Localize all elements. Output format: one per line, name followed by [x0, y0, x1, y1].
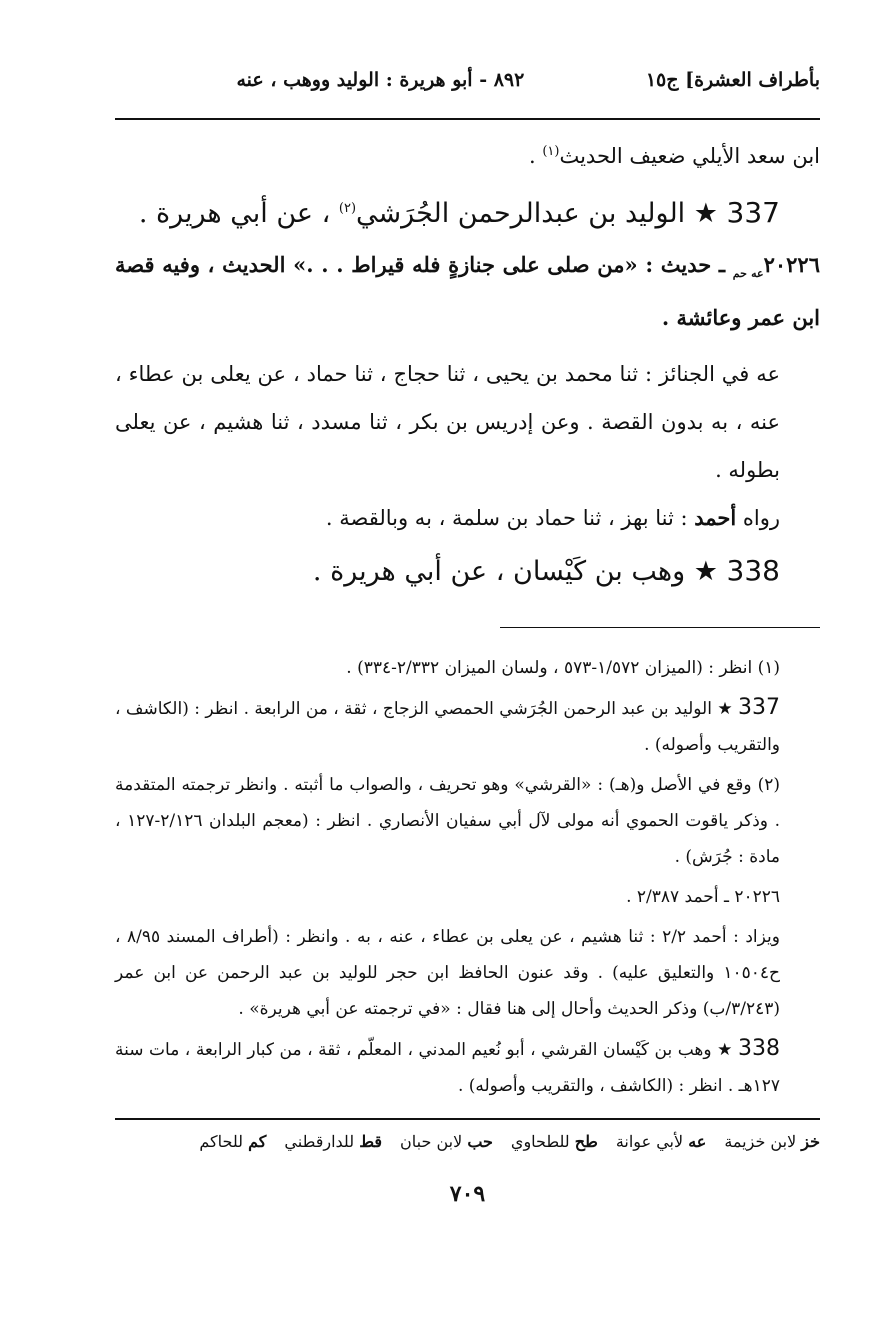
footnote-2: (٢) وقع في الأصل و(هـ) : «القرشي» وهو تحريف ، والصواب ما أثبته . وانظر ترجمته المتقدمة . وذكر ياقوت الحموي أنه مولى لآل أبي سفيان الأنصاري . انظر : (معجم البلدان ٢/١٢٦-١٢٧ ، مادة : جُرَش) .: [115, 775, 780, 868]
abbreviation-legend: [115, 1132, 820, 1151]
hadith-siglum: عه حم: [732, 267, 764, 281]
footnote-337: 337 ★ الوليد بن عبد الرحمن الجُرَشي الحمصي الزجاج ، ثقة ، من الرابعة . انظر : (الكاشف ، والتقريب وأصوله) .: [115, 695, 780, 756]
legend-rule: [115, 1118, 820, 1120]
footnotes: [115, 650, 820, 1104]
legend-item: طح للطحاوي: [510, 1132, 598, 1152]
legend-item: حب لابن حبان: [400, 1132, 493, 1152]
footnote-338: 338 ★ وهب بن كَيْسان القرشي ، أبو نُعيم المدني ، المعلّم ، ثقة ، من كبار الرابعة ، مات سنة ١٢٧هـ . انظر : (الكاشف ، والتقريب وأصوله) .: [115, 1036, 780, 1097]
footnote-ref-1[interactable]: (١): [542, 144, 560, 159]
running-header: [115, 60, 820, 100]
legend-item: خز لابن خزيمة: [724, 1132, 820, 1152]
ahmad-paragraph: رواه أحمد : ثنا بهز ، ثنا حماد بن سلمة ، به وبالقصة .: [325, 505, 780, 531]
legend-item: كم للحاكم: [199, 1132, 267, 1152]
chain-paragraph: عه في الجنائز : ثنا محمد بن يحيى ، ثنا حجاج ، ثنا حماد ، عن يعلى بن عطاء ، عنه ، به بدون القصة . وعن إدريس بن بكر ، ثنا مسدد ، ثنا هشيم ، عن يعلى بطوله .: [115, 362, 780, 483]
footnote-1: (١) انظر : (الميزان ١/٥٧٢-٥٧٣ ، ولسان الميزان ٢/٣٣٢-٣٣٤) .: [346, 658, 780, 679]
book-page: [115, 60, 820, 1260]
header-volume: بأطراف العشرة] ج١٥: [645, 69, 820, 91]
footnote-hadith: ٢٠٢٢٦ ـ أحمد ٢/٣٨٧ .: [626, 887, 780, 908]
footnote-rule: [500, 627, 820, 628]
footnote-additions: ويزاد : أحمد ٢/٢ : ثنا هشيم ، عن يعلى بن عطاء ، عنه ، به . وانظر : (أطراف المسند ٨/٩٥ ، ح١٠٥٠٤ والتعليق عليه) . وقد عنون الحافظ ابن حجر للوليد بن عبد الرحمن عن ابن عمر (٣/٢٤٣/ب) وذكر الحديث وأحال إلى هنا فقال : «في ترجمته عن أبي هريرة» .: [115, 927, 780, 1020]
header-chapter: ٨٩٢ - أبو هريرة : الوليد ووهب ، عنه: [236, 69, 525, 91]
narrator-entry-337: 337 ★ الوليد بن عبدالرحمن الجُرَشي$^{(٢)}$ ، عن أبي هريرة .: [138, 196, 780, 229]
narrator-entry-338: 338 ★ وهب بن كَيْسان ، عن أبي هريرة .: [312, 554, 780, 588]
hadith-number: ٢٠٢٢٦: [763, 252, 820, 277]
main-text: [115, 128, 820, 601]
continuation-line: ابن سعد الأيلي ضعيف الحديث$^{(١)}$ .: [528, 144, 820, 168]
legend-item: عه لأبي عوانة: [615, 1132, 707, 1152]
entry-number: 337: [726, 196, 780, 229]
legend-item: قط للدارقطني: [284, 1132, 383, 1152]
entry-number: 338: [726, 554, 780, 588]
page-number: ٧٠٩: [449, 1181, 486, 1208]
footnote-ref-2[interactable]: (٢): [338, 201, 357, 216]
header-rule: [115, 118, 820, 120]
hadith-entry: $٢٠٢٢٦_{عه حم}$ ـ حديث : «من صلى على جنازةٍ فله قيراط . . .» الحديث ، وفيه قصة ابن عمر وعائشة .: [115, 252, 820, 331]
